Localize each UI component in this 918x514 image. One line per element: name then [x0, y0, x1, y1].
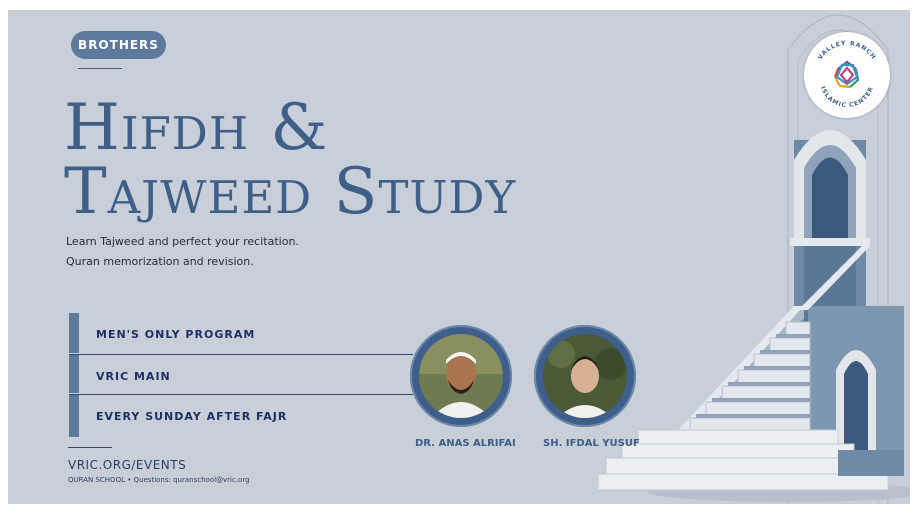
speaker-name-2: SH. IFDAL YUSUF — [543, 438, 640, 449]
logo-emblem-icon — [804, 32, 890, 118]
speaker-name-1: DR. ANAS ALRIFAI — [415, 438, 516, 449]
svg-text:ISLAMIC CENTER: ISLAMIC CENTER — [819, 85, 876, 110]
accent-bar — [69, 313, 79, 353]
speaker-photo-frame — [410, 325, 512, 427]
events-link[interactable]: VRIC.ORG/EVENTS — [68, 458, 187, 472]
speaker-photo-frame — [534, 325, 636, 427]
accent-bar — [69, 395, 79, 437]
description-line-2: Quran memorization and revision. — [66, 255, 254, 268]
detail-program: MEN'S ONLY PROGRAM — [96, 328, 256, 341]
detail-divider — [69, 354, 413, 355]
description-line-1: Learn Tajweed and perfect your recitation. — [66, 235, 299, 248]
accent-bar — [69, 355, 79, 393]
divider — [68, 447, 112, 448]
speaker-avatar — [419, 334, 503, 418]
speaker-avatar — [543, 334, 627, 418]
detail-schedule: EVERY SUNDAY AFTER FAJR — [96, 410, 288, 423]
audience-badge: BROTHERS — [71, 31, 166, 59]
event-title-line-2: Tajweed Study — [64, 155, 517, 229]
footer-contact: QURAN SCHOOL • Questions: quranschool@vric.org — [68, 476, 250, 484]
valley-ranch-logo — [804, 32, 890, 118]
event-title-line-1: Hifdh & — [64, 91, 329, 165]
detail-location: VRIC MAIN — [96, 370, 171, 383]
svg-text:VALLEY RANCH: VALLEY RANCH — [816, 39, 878, 62]
detail-divider — [69, 394, 413, 395]
divider — [78, 68, 122, 69]
event-poster — [8, 10, 910, 504]
